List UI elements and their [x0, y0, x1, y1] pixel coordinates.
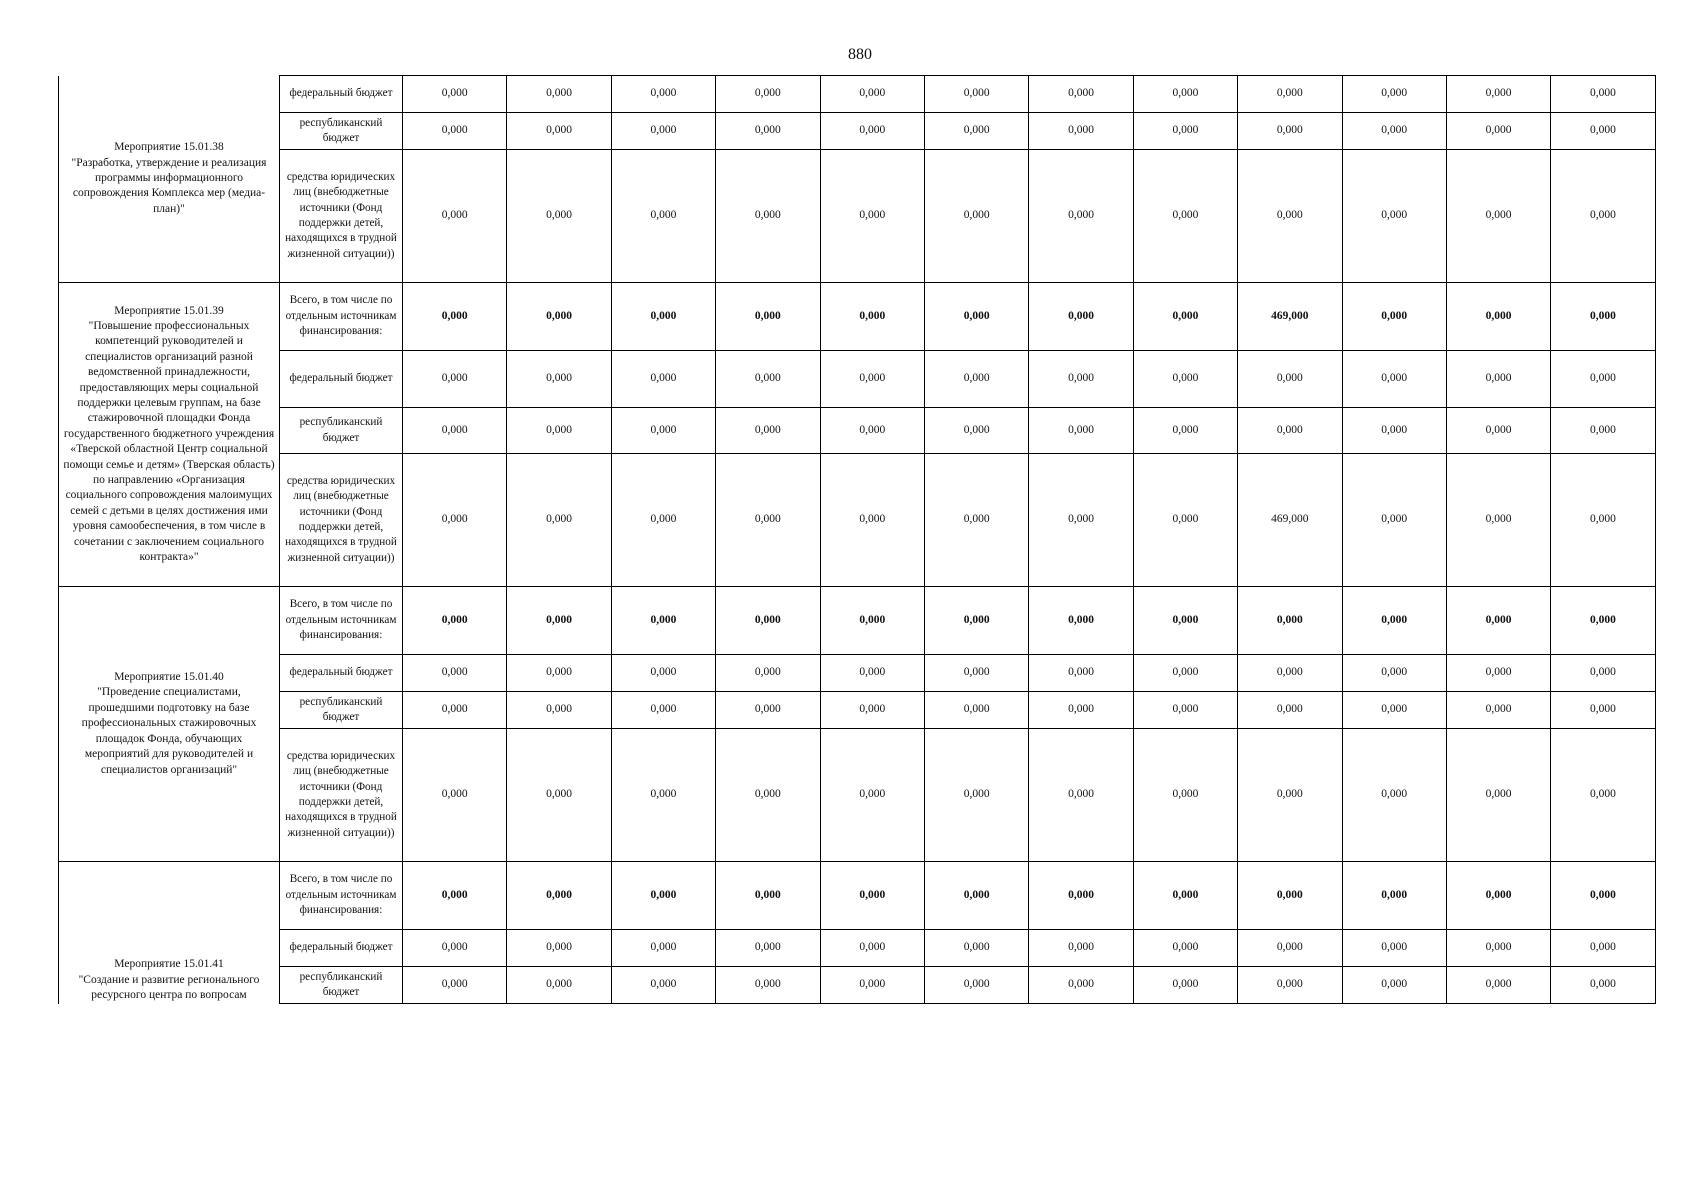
value-cell: 0,000 — [1029, 283, 1133, 351]
value-cell: 0,000 — [403, 283, 507, 351]
value-cell: 0,000 — [820, 76, 924, 113]
value-cell: 0,000 — [507, 408, 611, 454]
value-cell: 0,000 — [507, 862, 611, 930]
value-cell: 0,000 — [1446, 113, 1550, 150]
value-cell: 0,000 — [1133, 655, 1237, 692]
table-row — [59, 655, 1656, 692]
value-cell: 0,000 — [1551, 587, 1655, 655]
table-row — [59, 692, 1656, 729]
value-cell: 0,000 — [716, 655, 820, 692]
value-cell: 0,000 — [716, 862, 820, 930]
table-row — [59, 930, 1656, 967]
value-cell: 0,000 — [1238, 408, 1342, 454]
value-cell: 0,000 — [1133, 351, 1237, 408]
value-cell: 0,000 — [820, 150, 924, 283]
value-cell: 0,000 — [1551, 967, 1655, 1004]
value-cell: 0,000 — [1342, 930, 1446, 967]
value-cell: 0,000 — [820, 454, 924, 587]
value-cell: 0,000 — [1551, 351, 1655, 408]
funding-source: республиканский бюджет — [280, 408, 403, 454]
value-cell: 0,000 — [1133, 408, 1237, 454]
value-cell: 0,000 — [1342, 76, 1446, 113]
funding-source: республиканский бюджет — [280, 692, 403, 729]
value-cell: 0,000 — [611, 454, 715, 587]
funding-source: Всего, в том числе по отдельным источникам финансирования: — [280, 283, 403, 351]
table-row — [59, 967, 1656, 1004]
value-cell: 0,000 — [924, 408, 1028, 454]
value-cell: 0,000 — [1238, 692, 1342, 729]
value-cell: 0,000 — [1446, 351, 1550, 408]
value-cell: 0,000 — [507, 113, 611, 150]
value-cell: 0,000 — [820, 729, 924, 862]
value-cell: 0,000 — [1029, 967, 1133, 1004]
value-cell: 0,000 — [1029, 655, 1133, 692]
value-cell: 0,000 — [507, 930, 611, 967]
value-cell: 0,000 — [1238, 862, 1342, 930]
value-cell: 0,000 — [1029, 692, 1133, 729]
table-row — [59, 729, 1656, 862]
value-cell: 0,000 — [716, 113, 820, 150]
value-cell: 0,000 — [1446, 967, 1550, 1004]
value-cell: 469,000 — [1238, 454, 1342, 587]
value-cell: 0,000 — [611, 113, 715, 150]
table-row — [59, 113, 1656, 150]
value-cell: 0,000 — [1551, 408, 1655, 454]
value-cell: 0,000 — [1238, 113, 1342, 150]
value-cell: 0,000 — [611, 150, 715, 283]
value-cell: 0,000 — [403, 454, 507, 587]
value-cell: 0,000 — [820, 692, 924, 729]
value-cell: 0,000 — [820, 283, 924, 351]
value-cell: 0,000 — [716, 283, 820, 351]
value-cell: 0,000 — [507, 587, 611, 655]
value-cell: 0,000 — [507, 454, 611, 587]
value-cell: 0,000 — [820, 587, 924, 655]
value-cell: 0,000 — [820, 930, 924, 967]
value-cell: 0,000 — [1446, 76, 1550, 113]
value-cell: 0,000 — [1133, 967, 1237, 1004]
value-cell: 0,000 — [1446, 283, 1550, 351]
table-row — [59, 454, 1656, 587]
value-cell: 0,000 — [1342, 113, 1446, 150]
value-cell: 0,000 — [1029, 862, 1133, 930]
table-row — [59, 587, 1656, 655]
value-cell: 0,000 — [924, 283, 1028, 351]
funding-source: средства юридических лиц (внебюджетные источники (Фонд поддержки детей, находящихся в трудной жизненной ситуации)) — [280, 150, 403, 283]
table-row — [59, 150, 1656, 283]
value-cell: 0,000 — [1551, 729, 1655, 862]
value-cell: 0,000 — [507, 655, 611, 692]
value-cell: 0,000 — [1551, 862, 1655, 930]
funding-source: республиканский бюджет — [280, 113, 403, 150]
value-cell: 0,000 — [611, 692, 715, 729]
value-cell: 0,000 — [507, 729, 611, 862]
value-cell: 0,000 — [1029, 454, 1133, 587]
value-cell: 0,000 — [611, 351, 715, 408]
value-cell: 0,000 — [1238, 76, 1342, 113]
value-cell: 0,000 — [924, 930, 1028, 967]
value-cell: 0,000 — [403, 113, 507, 150]
value-cell: 0,000 — [716, 587, 820, 655]
value-cell: 469,000 — [1238, 283, 1342, 351]
table-row — [59, 408, 1656, 454]
value-cell: 0,000 — [1133, 692, 1237, 729]
value-cell: 0,000 — [1342, 283, 1446, 351]
value-cell: 0,000 — [1133, 113, 1237, 150]
event-title: Мероприятие 15.01.41 "Создание и развитие регионального ресурсного центра по вопросам — [59, 862, 280, 1004]
value-cell: 0,000 — [924, 862, 1028, 930]
value-cell: 0,000 — [507, 283, 611, 351]
value-cell: 0,000 — [1133, 729, 1237, 862]
value-cell: 0,000 — [1133, 283, 1237, 351]
value-cell: 0,000 — [716, 454, 820, 587]
value-cell: 0,000 — [1342, 862, 1446, 930]
value-cell: 0,000 — [924, 113, 1028, 150]
value-cell: 0,000 — [1238, 587, 1342, 655]
value-cell: 0,000 — [1342, 150, 1446, 283]
value-cell: 0,000 — [1446, 930, 1550, 967]
event-title: Мероприятие 15.01.40 "Проведение специалистами, прошедшими подготовку на базе профессиональных стажировочных площадок Фонда, обучающих мероприятий для руководителей и специалистов организаций" — [59, 587, 280, 862]
value-cell: 0,000 — [611, 930, 715, 967]
value-cell: 0,000 — [924, 150, 1028, 283]
value-cell: 0,000 — [403, 351, 507, 408]
value-cell: 0,000 — [1551, 930, 1655, 967]
event-title: Мероприятие 15.01.38 "Разработка, утверждение и реализация программы информационного сопровождения Комплекса мер (медиа-план)" — [59, 76, 280, 283]
funding-source: Всего, в том числе по отдельным источникам финансирования: — [280, 587, 403, 655]
value-cell: 0,000 — [1342, 967, 1446, 1004]
value-cell: 0,000 — [611, 655, 715, 692]
value-cell: 0,000 — [1551, 113, 1655, 150]
value-cell: 0,000 — [1342, 655, 1446, 692]
value-cell: 0,000 — [1342, 692, 1446, 729]
value-cell: 0,000 — [924, 76, 1028, 113]
table-row — [59, 283, 1656, 351]
value-cell: 0,000 — [611, 729, 715, 862]
value-cell: 0,000 — [820, 862, 924, 930]
value-cell: 0,000 — [1342, 587, 1446, 655]
value-cell: 0,000 — [1551, 150, 1655, 283]
page-number: 880 — [848, 46, 872, 63]
value-cell: 0,000 — [403, 408, 507, 454]
value-cell: 0,000 — [924, 692, 1028, 729]
value-cell: 0,000 — [403, 930, 507, 967]
value-cell: 0,000 — [403, 587, 507, 655]
value-cell: 0,000 — [507, 967, 611, 1004]
value-cell: 0,000 — [1029, 408, 1133, 454]
table-row — [59, 76, 1656, 113]
value-cell: 0,000 — [924, 967, 1028, 1004]
value-cell: 0,000 — [1133, 862, 1237, 930]
value-cell: 0,000 — [1029, 76, 1133, 113]
value-cell: 0,000 — [716, 967, 820, 1004]
value-cell: 0,000 — [611, 862, 715, 930]
value-cell: 0,000 — [1029, 150, 1133, 283]
value-cell: 0,000 — [924, 351, 1028, 408]
value-cell: 0,000 — [924, 454, 1028, 587]
value-cell: 0,000 — [716, 930, 820, 967]
funding-source: средства юридических лиц (внебюджетные источники (Фонд поддержки детей, находящихся в трудной жизненной ситуации)) — [280, 729, 403, 862]
value-cell: 0,000 — [507, 150, 611, 283]
value-cell: 0,000 — [507, 692, 611, 729]
value-cell: 0,000 — [1446, 150, 1550, 283]
value-cell: 0,000 — [820, 655, 924, 692]
value-cell: 0,000 — [1551, 655, 1655, 692]
value-cell: 0,000 — [403, 655, 507, 692]
funding-source: республиканский бюджет — [280, 967, 403, 1004]
value-cell: 0,000 — [1446, 408, 1550, 454]
value-cell: 0,000 — [1551, 283, 1655, 351]
value-cell: 0,000 — [611, 408, 715, 454]
table-row — [59, 862, 1656, 930]
value-cell: 0,000 — [1133, 930, 1237, 967]
value-cell: 0,000 — [924, 729, 1028, 862]
value-cell: 0,000 — [1029, 729, 1133, 862]
funding-source: Всего, в том числе по отдельным источникам финансирования: — [280, 862, 403, 930]
value-cell: 0,000 — [1238, 351, 1342, 408]
value-cell: 0,000 — [820, 113, 924, 150]
value-cell: 0,000 — [1446, 862, 1550, 930]
value-cell: 0,000 — [611, 76, 715, 113]
value-cell: 0,000 — [611, 283, 715, 351]
value-cell: 0,000 — [403, 967, 507, 1004]
value-cell: 0,000 — [1342, 729, 1446, 862]
value-cell: 0,000 — [1551, 692, 1655, 729]
value-cell: 0,000 — [716, 150, 820, 283]
value-cell: 0,000 — [1551, 76, 1655, 113]
value-cell: 0,000 — [716, 692, 820, 729]
table-row — [59, 351, 1656, 408]
value-cell: 0,000 — [820, 967, 924, 1004]
funding-table — [58, 75, 1656, 1004]
value-cell: 0,000 — [1446, 454, 1550, 587]
value-cell: 0,000 — [716, 729, 820, 862]
funding-source: федеральный бюджет — [280, 76, 403, 113]
value-cell: 0,000 — [924, 587, 1028, 655]
value-cell: 0,000 — [924, 655, 1028, 692]
value-cell: 0,000 — [1133, 587, 1237, 655]
value-cell: 0,000 — [820, 408, 924, 454]
value-cell: 0,000 — [1238, 930, 1342, 967]
funding-source: средства юридических лиц (внебюджетные источники (Фонд поддержки детей, находящихся в трудной жизненной ситуации)) — [280, 454, 403, 587]
value-cell: 0,000 — [1446, 729, 1550, 862]
value-cell: 0,000 — [1238, 967, 1342, 1004]
value-cell: 0,000 — [1238, 150, 1342, 283]
value-cell: 0,000 — [1133, 454, 1237, 587]
value-cell: 0,000 — [1342, 454, 1446, 587]
value-cell: 0,000 — [716, 76, 820, 113]
event-title: Мероприятие 15.01.39 "Повышение профессиональных компетенций руководителей и специалистов организаций разной ведомственной принадлежности, предоставляющих меры социальной поддержки целевым группам, на базе стажировочной площадки Фонда государственного бюджетного учреждения «Тверской областной Центр социальной помощи семье и детям» (Тверская область) по направлению «Организация социального сопровождения малоимущих семей с детьми в целях достижения ими уровня самообеспечения, в том числе в сочетании с заключением социального контракта»" — [59, 283, 280, 587]
value-cell: 0,000 — [1446, 655, 1550, 692]
value-cell: 0,000 — [403, 692, 507, 729]
value-cell: 0,000 — [1342, 351, 1446, 408]
value-cell: 0,000 — [611, 967, 715, 1004]
funding-source: федеральный бюджет — [280, 930, 403, 967]
value-cell: 0,000 — [1238, 655, 1342, 692]
value-cell: 0,000 — [507, 76, 611, 113]
value-cell: 0,000 — [820, 351, 924, 408]
value-cell: 0,000 — [1133, 150, 1237, 283]
value-cell: 0,000 — [1238, 729, 1342, 862]
funding-source: федеральный бюджет — [280, 351, 403, 408]
funding-source: федеральный бюджет — [280, 655, 403, 692]
value-cell: 0,000 — [1029, 113, 1133, 150]
value-cell: 0,000 — [1029, 930, 1133, 967]
value-cell: 0,000 — [1446, 587, 1550, 655]
value-cell: 0,000 — [1133, 76, 1237, 113]
value-cell: 0,000 — [403, 150, 507, 283]
value-cell: 0,000 — [403, 76, 507, 113]
value-cell: 0,000 — [1029, 351, 1133, 408]
value-cell: 0,000 — [1446, 692, 1550, 729]
value-cell: 0,000 — [611, 587, 715, 655]
value-cell: 0,000 — [403, 862, 507, 930]
value-cell: 0,000 — [1342, 408, 1446, 454]
value-cell: 0,000 — [507, 351, 611, 408]
value-cell: 0,000 — [716, 408, 820, 454]
value-cell: 0,000 — [1551, 454, 1655, 587]
value-cell: 0,000 — [403, 729, 507, 862]
value-cell: 0,000 — [1029, 587, 1133, 655]
value-cell: 0,000 — [716, 351, 820, 408]
